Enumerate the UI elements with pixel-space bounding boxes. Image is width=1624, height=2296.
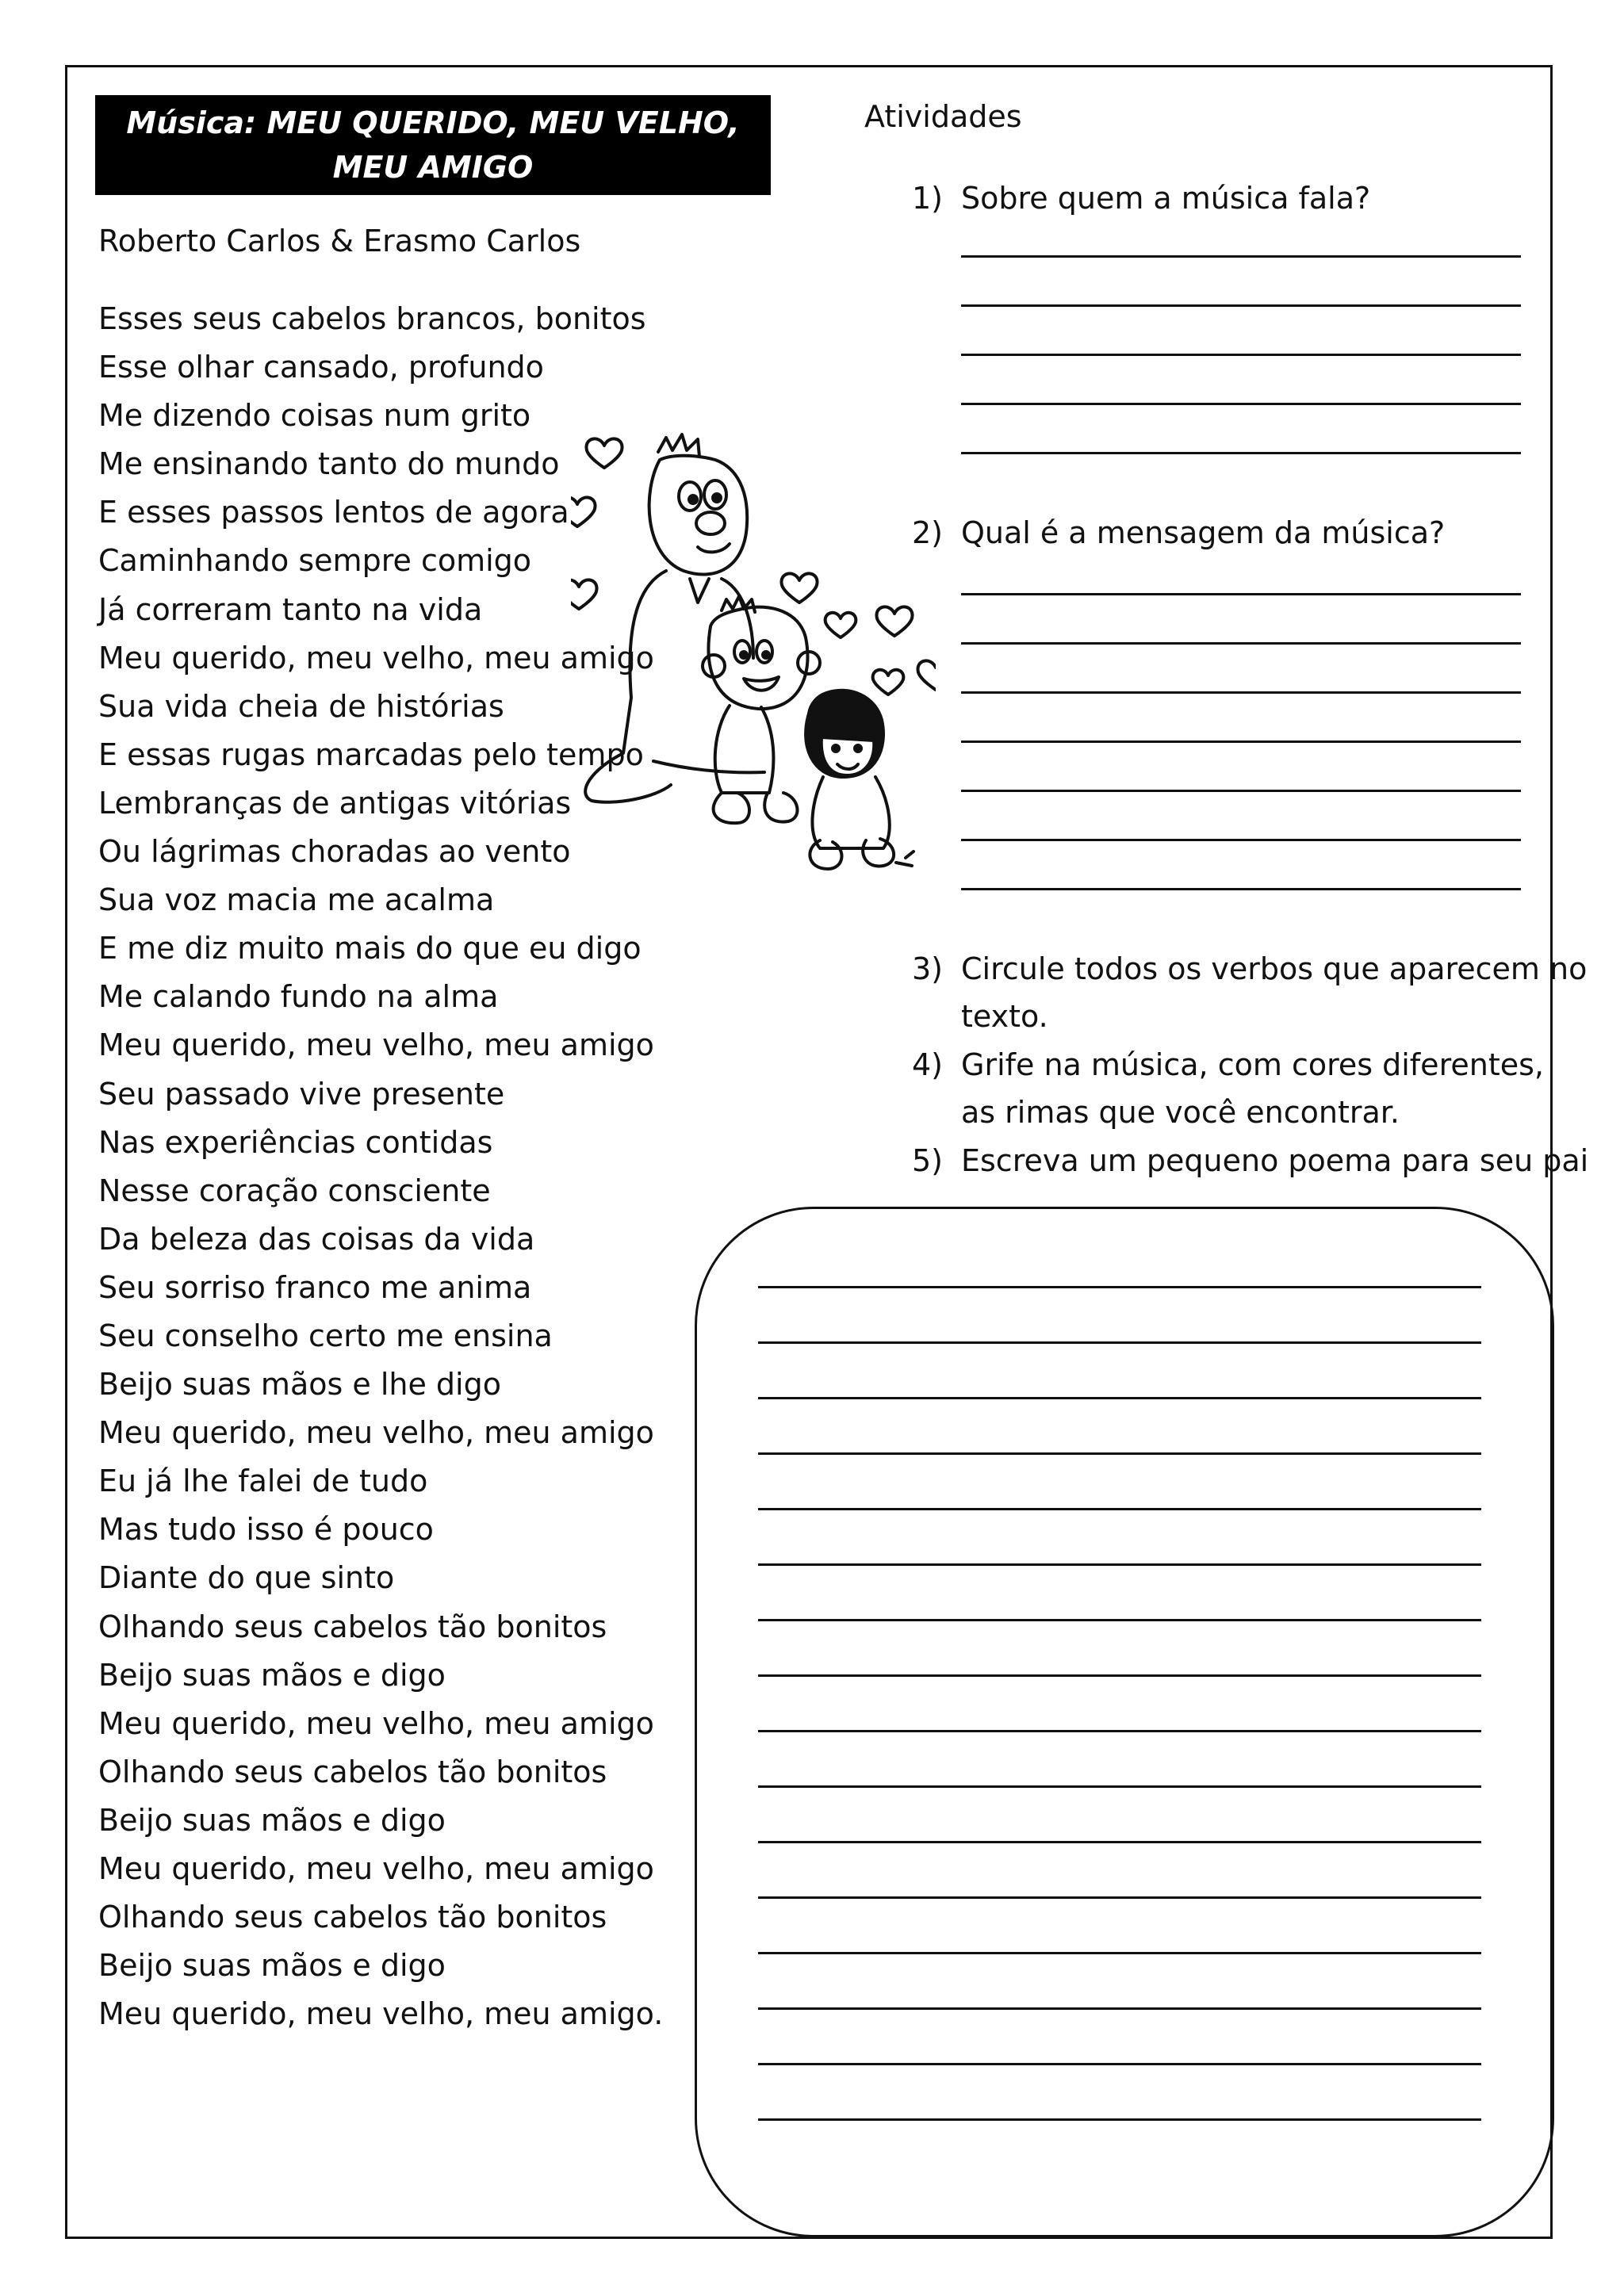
lyric-line: Sua voz macia me acalma: [98, 882, 495, 918]
poem-line[interactable]: [758, 1841, 1481, 1843]
lyric-line: Esse olhar cansado, profundo: [98, 350, 544, 385]
poem-line[interactable]: [758, 1341, 1481, 1344]
poem-line[interactable]: [758, 1508, 1481, 1510]
lyric-line: Meu querido, meu velho, meu amigo: [98, 1027, 654, 1063]
lyric-line: Olhando seus cabelos tão bonitos: [98, 1609, 607, 1644]
lyric-line: Me calando fundo na alma: [98, 979, 499, 1015]
question-number: 3): [912, 951, 944, 986]
poem-line[interactable]: [758, 2118, 1481, 2121]
lyric-line: E essas rugas marcadas pelo tempo: [98, 737, 644, 772]
lyric-line: Meu querido, meu velho, meu amigo: [98, 1851, 654, 1886]
lyric-line: Da beleza das coisas da vida: [98, 1221, 535, 1257]
question-text: Sobre quem a música fala?: [961, 181, 1371, 216]
question-number: 4): [912, 1047, 944, 1082]
poem-line[interactable]: [758, 1397, 1481, 1399]
lyric-line: Beijo suas mãos e digo: [98, 1948, 446, 1984]
lyric-line: Beijo suas mãos e digo: [98, 1802, 446, 1838]
lyric-line: Olhando seus cabelos tão bonitos: [98, 1754, 607, 1789]
child-figure: [703, 596, 820, 823]
lyric-line: Eu já lhe falei de tudo: [98, 1464, 428, 1499]
song-title: Música: MEU QUERIDO, MEU VELHO, MEU AMIGO: [95, 95, 771, 195]
lyric-line: Beijo suas mãos e digo: [98, 1657, 446, 1693]
answer-line[interactable]: [961, 354, 1521, 356]
poem-line[interactable]: [758, 1952, 1481, 1954]
lyric-line: Olhando seus cabelos tão bonitos: [98, 1900, 607, 1935]
family-illustration: [571, 428, 936, 872]
heart-icon: [571, 580, 597, 609]
lyric-line: Me dizendo coisas num grito: [98, 398, 531, 434]
answer-line[interactable]: [961, 691, 1521, 694]
answer-line[interactable]: [961, 304, 1521, 307]
lyric-line: Meu querido, meu velho, meu amigo: [98, 1705, 654, 1741]
poem-line[interactable]: [758, 1896, 1481, 1899]
heart-icon: [876, 607, 912, 636]
lyric-line: Diante do que sinto: [98, 1560, 395, 1596]
heart-icon: [781, 573, 817, 603]
heart-icon: [571, 497, 596, 526]
answer-line[interactable]: [961, 593, 1521, 595]
poem-line[interactable]: [758, 1730, 1481, 1732]
lyric-line: Ou lágrimas choradas ao vento: [98, 834, 571, 870]
lyric-line: Sua vida cheia de histórias: [98, 688, 504, 724]
lyric-line: Me ensinando tanto do mundo: [98, 446, 560, 482]
poem-line[interactable]: [758, 1785, 1481, 1788]
lyric-line: Seu conselho certo me ensina: [98, 1318, 553, 1353]
question-text-cont: as rimas que você encontrar.: [961, 1095, 1400, 1130]
lyric-line: Esses seus cabelos brancos, bonitos: [98, 301, 646, 336]
lyric-line: Nas experiências contidas: [98, 1124, 493, 1160]
lyric-line: Já correram tanto na vida: [98, 591, 483, 627]
heart-icon: [873, 670, 904, 695]
question-text: Grife na música, com cores diferentes,: [961, 1047, 1544, 1082]
lyric-line: Meu querido, meu velho, meu amigo: [98, 1415, 654, 1451]
father-figure: [585, 434, 764, 802]
lyric-line: Meu querido, meu velho, meu amigo.: [98, 1996, 664, 2032]
answer-line[interactable]: [961, 740, 1521, 743]
answer-line[interactable]: [961, 790, 1521, 792]
poem-line[interactable]: [758, 1674, 1481, 1677]
lyric-line: Mas tudo isso é pouco: [98, 1512, 434, 1548]
lyric-line: Seu sorriso franco me anima: [98, 1269, 532, 1305]
answer-line[interactable]: [961, 888, 1521, 890]
poem-line[interactable]: [758, 1452, 1481, 1455]
question-number: 1): [912, 181, 944, 216]
poem-line[interactable]: [758, 1286, 1481, 1288]
poem-line[interactable]: [758, 1619, 1481, 1621]
lyric-line: Lembranças de antigas vitórias: [98, 785, 572, 821]
question-text: Qual é a mensagem da música?: [961, 515, 1446, 550]
poem-writing-box: [695, 1207, 1554, 2237]
question-number: 5): [912, 1143, 944, 1178]
answer-line[interactable]: [961, 642, 1521, 645]
lyric-line: E esses passos lentos de agora: [98, 495, 569, 530]
heart-icon: [825, 613, 856, 637]
answer-line[interactable]: [961, 452, 1521, 454]
lyric-line: Beijo suas mãos e lhe digo: [98, 1367, 501, 1402]
answer-line[interactable]: [961, 839, 1521, 841]
lyric-line: Meu querido, meu velho, meu amigo: [98, 640, 654, 675]
heart-icon: [917, 660, 936, 690]
baby-figure: [806, 691, 914, 869]
heart-icon: [586, 438, 622, 468]
song-author: Roberto Carlos & Erasmo Carlos: [98, 224, 581, 258]
lyric-line: Nesse coração consciente: [98, 1173, 491, 1208]
answer-line[interactable]: [961, 403, 1521, 405]
poem-line[interactable]: [758, 1563, 1481, 1566]
lyric-line: Caminhando sempre comigo: [98, 543, 532, 579]
lyric-line: Seu passado vive presente: [98, 1076, 505, 1112]
poem-line[interactable]: [758, 2063, 1481, 2065]
question-text: Escreva um pequeno poema para seu pai: [961, 1143, 1589, 1178]
poem-line[interactable]: [758, 2007, 1481, 2010]
question-text: Circule todos os verbos que aparecem no: [961, 951, 1588, 986]
activities-heading: Atividades: [864, 99, 1022, 134]
answer-line[interactable]: [961, 255, 1521, 258]
question-text-cont: texto.: [961, 999, 1048, 1034]
lyric-line: E me diz muito mais do que eu digo: [98, 931, 642, 966]
question-number: 2): [912, 515, 944, 550]
